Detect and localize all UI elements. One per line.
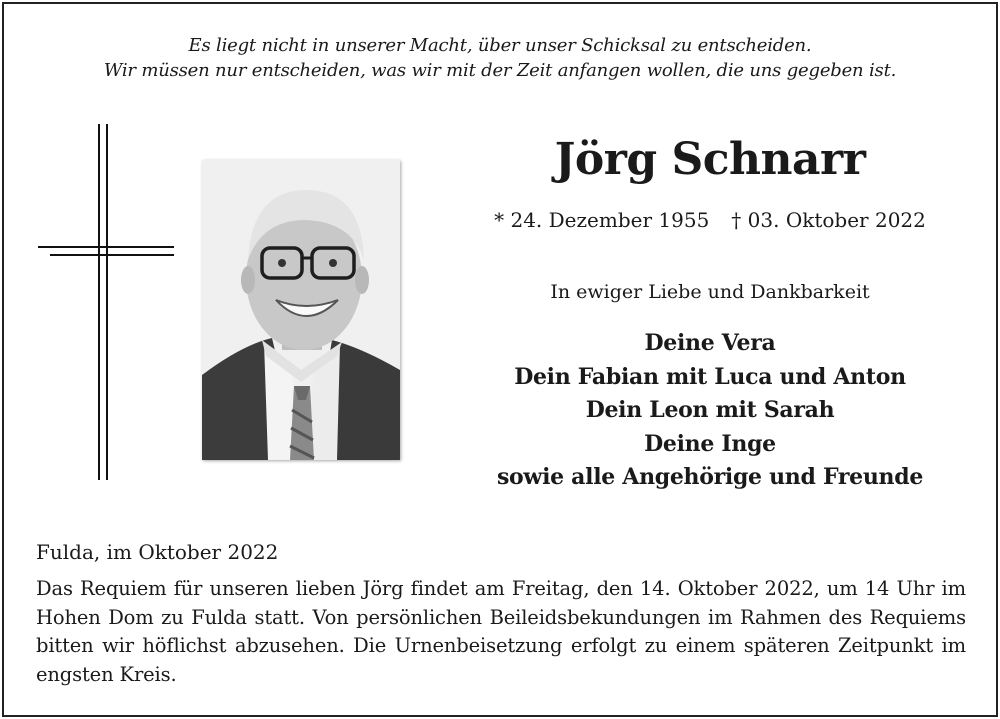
portrait-photo (202, 160, 400, 460)
place-date: Fulda, im Oktober 2022 (36, 540, 279, 564)
dedication-line: In ewiger Liebe und Dankbarkeit (550, 281, 870, 303)
family-member: Deine Inge (644, 430, 776, 457)
quote-line-1: Es liegt nicht in unserer Macht, über unser Schicksal zu entscheiden. (188, 35, 812, 56)
death-date: † 03. Oktober 2022 (731, 208, 926, 232)
quote-line-2: Wir müssen nur entscheiden, was wir mit der Zeit anfangen wollen, die uns gegeben ist. (103, 60, 897, 81)
service-notice: Das Requiem für unseren lieben Jörg findet am Freitag, den 14. Oktober 2022, um 14 Uhr im Hohen Dom zu Fulda statt. Von persönlichen Beileidsbekundungen im Rahmen des Requiems bitten wir höflichst abzusehen. Die Urnenbeisetzung erfolgt zu einem späteren Zeitpunkt im engsten Kreis. (36, 577, 966, 686)
family-member: Deine Vera (644, 330, 776, 356)
family-member: sowie alle Angehörige und Freunde (496, 464, 924, 490)
epigraph-quote (0, 33, 1000, 83)
family-member: Dein Leon mit Sarah (585, 397, 835, 423)
family-list (450, 327, 970, 495)
deceased-name: Jörg Schnarr (554, 134, 866, 185)
life-dates (470, 205, 950, 235)
birth-date: * 24. Dezember 1955 (494, 208, 710, 232)
cross-icon (38, 124, 174, 480)
family-member: Dein Fabian mit Luca und Anton (514, 363, 906, 390)
